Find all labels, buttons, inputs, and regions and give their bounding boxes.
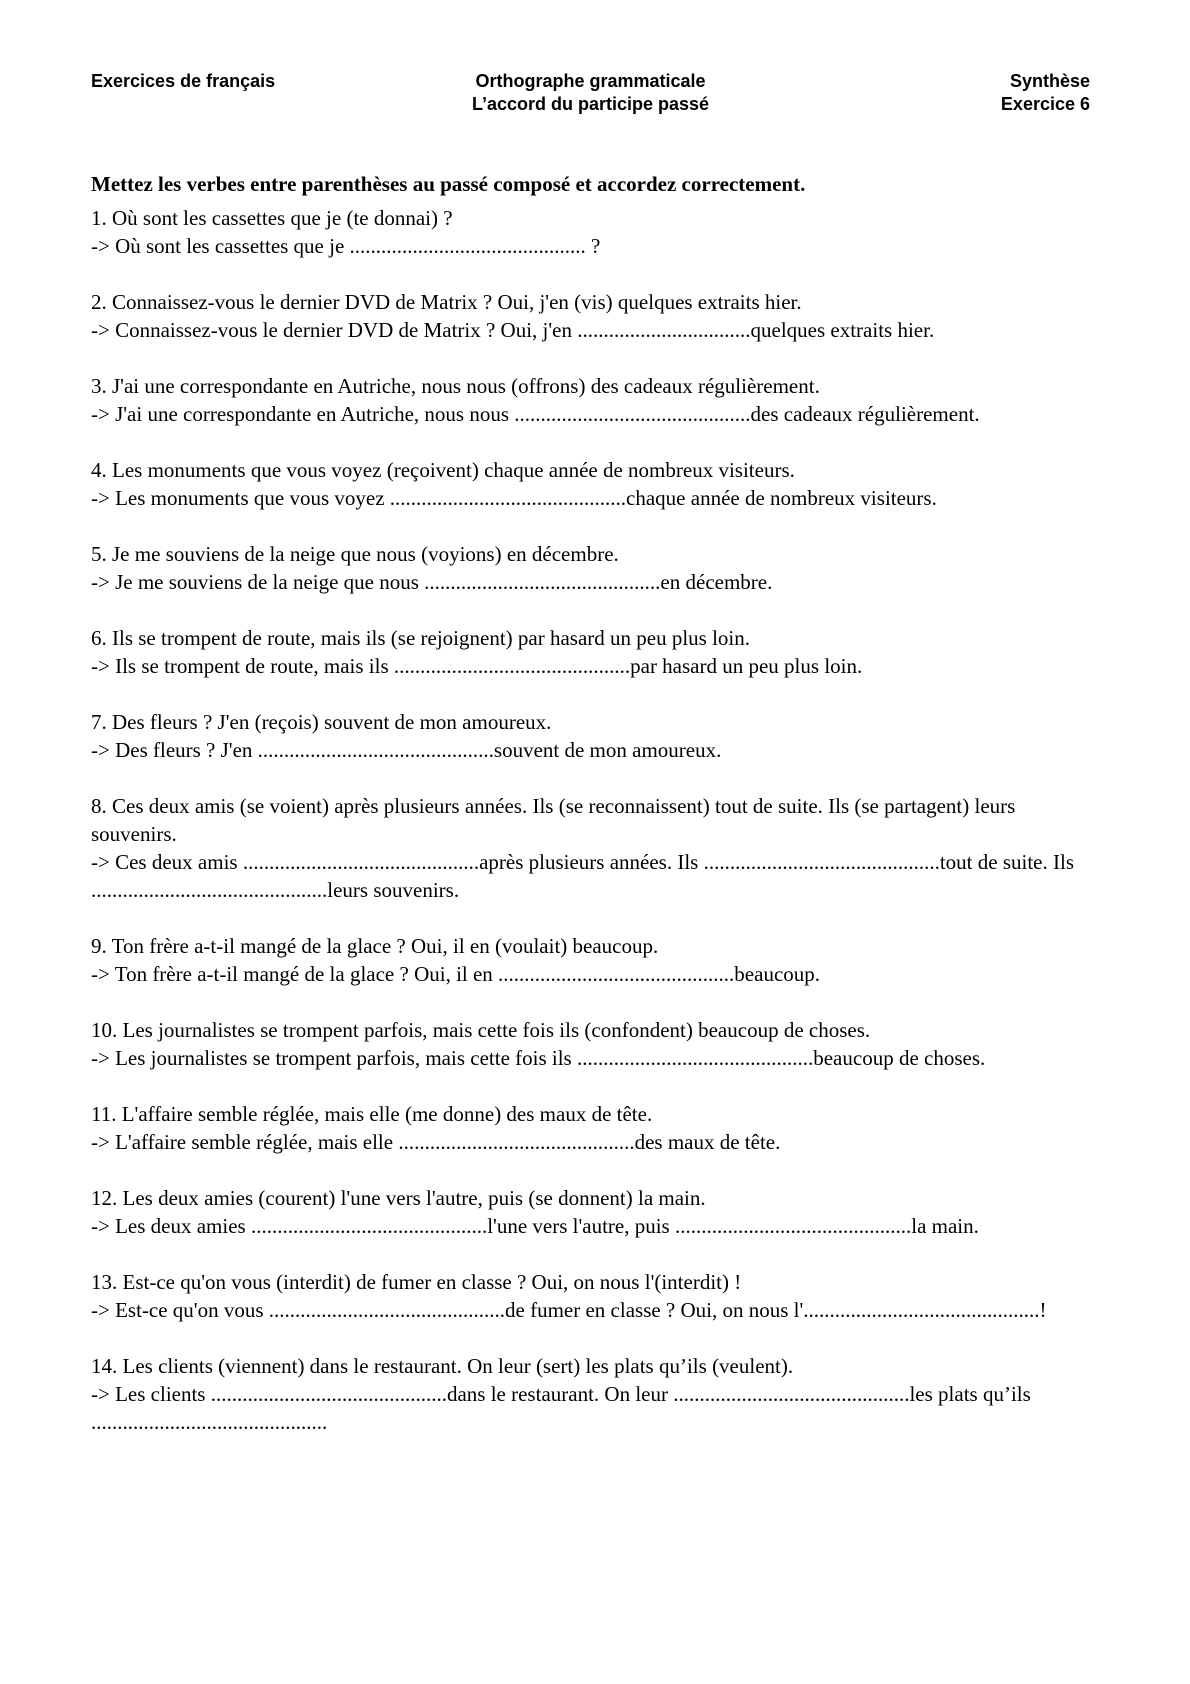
exercise-question: 7. Des fleurs ? J'en (reçois) souvent de mon amoureux.	[91, 710, 552, 734]
exercise-question: 10. Les journalistes se trompent parfois, mais cette fois ils (confondent) beaucoup de choses.	[91, 1018, 871, 1042]
worksheet-body	[91, 170, 1091, 1464]
exercise-answer: -> Est-ce qu'on vous .............................................de fumer en classe ? Oui, on nous l'.............................................!	[91, 1298, 1047, 1322]
exercise-question: 8. Ces deux amis (se voient) après plusieurs années. Ils (se reconnaissent) tout de suite. Ils (se partagent) leurs souvenirs.	[91, 794, 1016, 846]
exercise-question: 14. Les clients (viennent) dans le restaurant. On leur (sert) les plats qu’ils (veulent).	[91, 1354, 794, 1378]
exercise-item	[91, 1352, 1091, 1436]
exercise-answer: -> Ils se trompent de route, mais ils .............................................par hasard un peu plus loin.	[91, 654, 863, 678]
exercise-question: 3. J'ai une correspondante en Autriche, nous nous (offrons) des cadeaux régulièrement.	[91, 374, 820, 398]
exercise-item	[91, 456, 1091, 512]
exercise-answer: -> J'ai une correspondante en Autriche, nous nous .............................................des cadeaux régulièrement.	[91, 402, 980, 426]
exercise-item	[91, 1268, 1091, 1324]
header-exercise-number: Exercice 6	[1000, 94, 1090, 114]
exercise-answer: -> Je me souviens de la neige que nous .............................................en décembre.	[91, 570, 773, 594]
exercise-answer: -> L'affaire semble réglée, mais elle .............................................des maux de tête.	[91, 1130, 781, 1154]
exercise-answer: -> Les clients .............................................dans le restaurant. On leur .............................................les plats qu’ils .............................................	[91, 1382, 1031, 1434]
exercise-item	[91, 932, 1091, 988]
exercise-answer: -> Les monuments que vous voyez .............................................chaque année de nombreux visiteurs.	[91, 486, 937, 510]
header-subject: Exercices de français	[91, 71, 276, 91]
exercise-question: 5. Je me souviens de la neige que nous (voyions) en décembre.	[91, 542, 619, 566]
exercise-question: 13. Est-ce qu'on vous (interdit) de fumer en classe ? Oui, on nous l'(interdit) !	[91, 1270, 742, 1294]
instruction: Mettez les verbes entre parenthèses au passé composé et accordez correctement.	[91, 172, 806, 196]
header-section: Synthèse	[1009, 71, 1090, 91]
exercise-question: 4. Les monuments que vous voyez (reçoivent) chaque année de nombreux visiteurs.	[91, 458, 795, 482]
exercise-item	[91, 1184, 1091, 1240]
exercise-item	[91, 288, 1091, 344]
exercise-item	[91, 372, 1091, 428]
exercise-question: 2. Connaissez-vous le dernier DVD de Matrix ? Oui, j'en (vis) quelques extraits hier.	[91, 290, 802, 314]
exercise-item	[91, 624, 1091, 680]
exercise-item	[91, 708, 1091, 764]
exercise-answer: -> Où sont les cassettes que je ............................................. ?	[91, 234, 601, 258]
exercise-question: 12. Les deux amies (courent) l'une vers l'autre, puis (se donnent) la main.	[91, 1186, 706, 1210]
exercise-answer: -> Les journalistes se trompent parfois, mais cette fois ils .............................................beaucoup de choses.	[91, 1046, 986, 1070]
exercise-answer: -> Les deux amies .............................................l'une vers l'autre, puis .............................................la main.	[91, 1214, 979, 1238]
exercise-item	[91, 204, 1091, 260]
exercise-question: 9. Ton frère a-t-il mangé de la glace ? Oui, il en (voulait) beaucoup.	[91, 934, 659, 958]
exercise-question: 1. Où sont les cassettes que je (te donnai) ?	[91, 206, 453, 230]
header-topic-line2: L’accord du participe passé	[471, 94, 710, 114]
exercise-question: 6. Ils se trompent de route, mais ils (se rejoignent) par hasard un peu plus loin.	[91, 626, 751, 650]
header-topic-line1: Orthographe grammaticale	[475, 71, 706, 91]
exercise-item	[91, 540, 1091, 596]
exercise-answer: -> Connaissez-vous le dernier DVD de Matrix ? Oui, j'en .................................quelques extraits hier.	[91, 318, 935, 342]
exercise-answer: -> Ton frère a-t-il mangé de la glace ? Oui, il en .............................................beaucoup.	[91, 962, 821, 986]
header-exercise-id	[1001, 70, 1090, 116]
exercise-question: 11. L'affaire semble réglée, mais elle (me donne) des maux de tête.	[91, 1102, 653, 1126]
header-topic	[91, 70, 1090, 116]
exercise-answer: -> Des fleurs ? J'en .............................................souvent de mon amoureux.	[91, 738, 722, 762]
exercise-answer: -> Ces deux amis .............................................après plusieurs années. Ils .............................................tout de suite. Ils .............................................leurs souvenirs.	[91, 850, 1074, 902]
exercise-item	[91, 1016, 1091, 1072]
exercise-item	[91, 792, 1091, 904]
exercise-item	[91, 1100, 1091, 1156]
